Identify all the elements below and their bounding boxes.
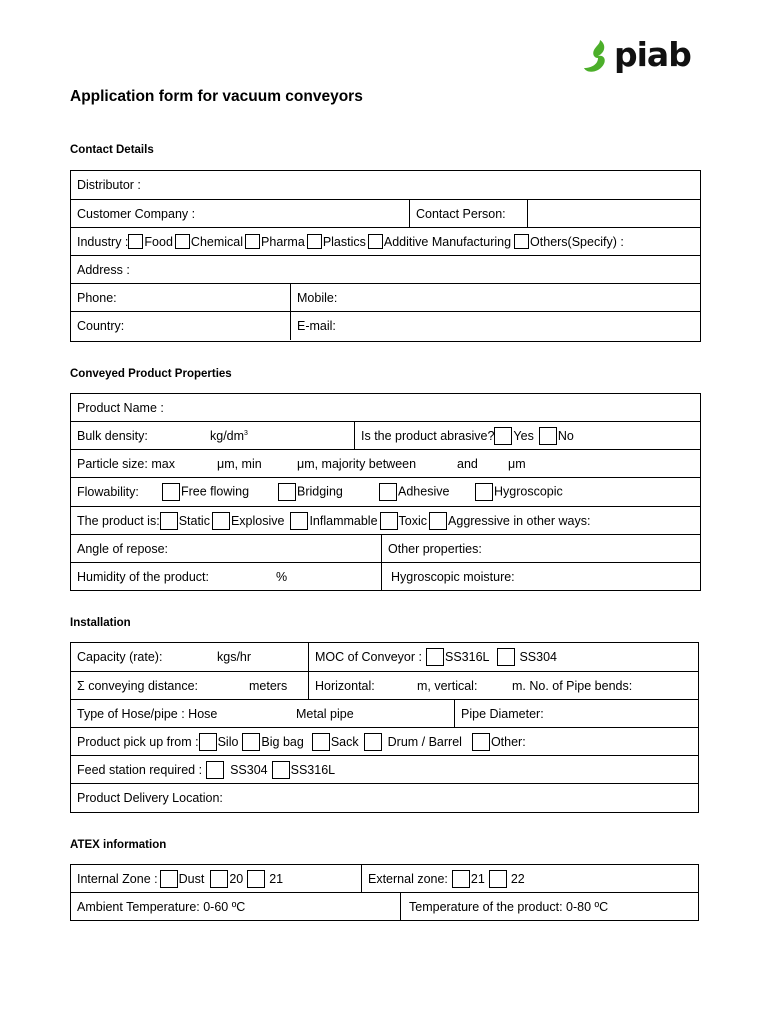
particle-label: Particle size: max <box>77 456 175 471</box>
internal-zone-row <box>71 865 361 892</box>
pharma-checkbox[interactable] <box>245 234 260 249</box>
feed-ss304-checkbox[interactable] <box>206 761 224 779</box>
product-is-label: The product is: <box>77 513 160 528</box>
feed-ss304-label: SS304 <box>230 762 268 777</box>
capacity-label: Capacity (rate): <box>77 650 163 664</box>
plastics-checkbox[interactable] <box>307 234 322 249</box>
static-label: Static <box>178 513 210 528</box>
angle-of-repose-field[interactable]: Angle of repose: <box>77 541 169 556</box>
bridging-label: Bridging <box>297 484 343 499</box>
product-heading: Conveyed Product Properties <box>70 368 232 380</box>
zone-22-checkbox[interactable] <box>489 870 507 888</box>
static-checkbox[interactable] <box>160 512 178 530</box>
delivery-location-field[interactable]: Product Delivery Location: <box>77 791 223 805</box>
silo-label: Silo <box>217 734 239 749</box>
country-field[interactable]: Country: <box>77 319 125 333</box>
horizontal-field[interactable] <box>308 672 698 699</box>
conveying-distance-field[interactable] <box>71 672 308 699</box>
sack-label: Sack <box>330 734 359 749</box>
food-checkbox[interactable] <box>128 234 143 249</box>
free-flowing-label: Free flowing <box>181 484 250 499</box>
inflammable-label: Inflammable <box>309 513 378 528</box>
bridging-checkbox[interactable] <box>278 483 296 501</box>
zone-21-external-label: 21 <box>470 871 485 886</box>
inflammable-checkbox[interactable] <box>290 512 308 530</box>
humidity-label: Humidity of the product: <box>77 570 210 584</box>
product-temperature-field: Temperature of the product: 0-80 ºC <box>400 893 698 921</box>
feed-label: Feed station required : <box>77 762 203 777</box>
abrasive-no-checkbox[interactable] <box>539 427 557 445</box>
installation-table <box>70 642 699 813</box>
bulk-density-label: Bulk density: <box>77 428 148 443</box>
toxic-checkbox[interactable] <box>380 512 398 530</box>
free-flowing-checkbox[interactable] <box>162 483 180 501</box>
moc-label: MOC of Conveyor : <box>315 650 422 664</box>
logo-wordmark: piab <box>614 35 691 74</box>
customer-company-field[interactable]: Customer Company : <box>77 206 196 221</box>
flowability-label: Flowability: <box>77 485 139 499</box>
zone-21-internal-label: 21 <box>269 871 284 886</box>
product-table <box>70 393 701 591</box>
explosive-label: Explosive <box>230 513 285 528</box>
ambient-temperature-field: Ambient Temperature: 0-60 ºC <box>77 900 246 914</box>
moc-ss304-checkbox[interactable] <box>497 648 515 666</box>
distance-label: Σ conveying distance: <box>77 678 198 693</box>
hygroscopic-checkbox[interactable] <box>475 483 493 501</box>
sack-checkbox[interactable] <box>312 733 330 751</box>
adhesive-checkbox[interactable] <box>379 483 397 501</box>
and-label: and <box>457 456 478 471</box>
adhesive-label: Adhesive <box>398 484 450 499</box>
product-is-row <box>71 507 700 534</box>
chemical-checkbox[interactable] <box>175 234 190 249</box>
contact-person-label: Contact Person: <box>409 200 527 227</box>
moc-ss316l-label: SS316L <box>444 650 490 664</box>
contact-table <box>70 170 701 342</box>
atex-heading: ATEX information <box>70 839 167 851</box>
food-label: Food <box>144 234 173 249</box>
abrasive-label: Is the product abrasive? <box>361 428 495 443</box>
phone-field[interactable]: Phone: <box>77 290 117 305</box>
explosive-checkbox[interactable] <box>212 512 230 530</box>
external-zone-label: External zone: <box>368 871 448 886</box>
others-checkbox[interactable] <box>514 234 529 249</box>
internal-zone-label: Internal Zone : <box>77 871 158 886</box>
horizontal-label: Horizontal: <box>315 678 375 693</box>
flowability-row <box>71 478 700 506</box>
zone-20-checkbox[interactable] <box>210 870 228 888</box>
zone-20-label: 20 <box>229 871 244 886</box>
pharma-label: Pharma <box>261 234 305 249</box>
feed-ss316l-checkbox[interactable] <box>272 761 290 779</box>
kgs-label: kgs/hr <box>217 650 252 664</box>
distributor-field[interactable]: Distributor : <box>77 178 141 192</box>
feed-station-row <box>71 756 698 783</box>
other-pickup-checkbox[interactable] <box>472 733 490 751</box>
product-name-field[interactable]: Product Name : <box>77 400 164 415</box>
zone-21-internal-checkbox[interactable] <box>247 870 265 888</box>
feed-ss316l-label: SS316L <box>290 762 336 777</box>
bulk-unit-sup: 3 <box>244 429 248 437</box>
email-field[interactable]: E-mail: <box>290 312 700 340</box>
drum-label: Drum / Barrel <box>387 734 462 749</box>
moc-row <box>308 643 698 671</box>
dust-label: Dust <box>178 871 205 886</box>
meters-label: meters <box>249 678 288 693</box>
bulk-unit: kg/dm <box>210 428 245 443</box>
abrasive-yes-checkbox[interactable] <box>494 427 512 445</box>
percent-label: % <box>276 570 288 584</box>
um-majority-label: μm, majority between <box>297 456 417 471</box>
plastics-label: Plastics <box>322 234 366 249</box>
industry-row <box>71 228 700 255</box>
hygroscopic-moisture-field[interactable]: Hygroscopic moisture: <box>381 563 700 591</box>
big-bag-label: Big bag <box>261 734 304 749</box>
capacity-field[interactable] <box>71 643 308 671</box>
page-title: Application form for vacuum conveyors <box>70 88 363 105</box>
dust-checkbox[interactable] <box>160 870 178 888</box>
metal-pipe-label: Metal pipe <box>296 706 354 721</box>
address-field[interactable]: Address : <box>77 262 130 277</box>
no-label: No <box>557 428 574 443</box>
hose-type-field[interactable] <box>71 700 454 727</box>
pickup-label: Product pick up from : <box>77 734 199 749</box>
vertical-label: m, vertical: <box>417 678 478 693</box>
mobile-field[interactable]: Mobile: <box>290 284 700 311</box>
yes-label: Yes <box>513 428 534 443</box>
others-label: Others(Specify) : <box>530 234 624 249</box>
um-label: μm <box>508 456 526 471</box>
aggressive-label: Aggressive in other ways: <box>448 513 591 528</box>
industry-label: Industry : <box>77 234 129 249</box>
abrasive-row <box>354 422 700 449</box>
toxic-label: Toxic <box>398 513 428 528</box>
other-pickup-label: Other: <box>490 734 526 749</box>
hose-label: Type of Hose/pipe : Hose <box>77 706 218 721</box>
um-min-label: μm, min <box>217 456 262 471</box>
installation-heading: Installation <box>70 617 131 629</box>
pipe-bends-label: m. No. of Pipe bends: <box>512 678 633 693</box>
aggressive-checkbox[interactable] <box>429 512 447 530</box>
particle-size-field[interactable] <box>71 450 700 477</box>
additive-label: Additive Manufacturing <box>383 234 512 249</box>
zone-22-label: 22 <box>510 871 525 886</box>
moc-ss316l-checkbox[interactable] <box>426 648 444 666</box>
drum-checkbox[interactable] <box>364 733 382 751</box>
additive-checkbox[interactable] <box>368 234 383 249</box>
other-properties-field[interactable]: Other properties: <box>381 535 700 562</box>
pickup-row <box>71 728 698 755</box>
bulk-density-field[interactable] <box>71 422 354 449</box>
atex-table <box>70 864 699 921</box>
zone-21-external-checkbox[interactable] <box>452 870 470 888</box>
humidity-field[interactable] <box>71 563 381 591</box>
pipe-diameter-field[interactable]: Pipe Diameter: <box>454 700 698 727</box>
silo-checkbox[interactable] <box>199 733 217 751</box>
moc-ss304-label: SS304 <box>519 650 557 664</box>
big-bag-checkbox[interactable] <box>242 733 260 751</box>
hygroscopic-label: Hygroscopic <box>494 484 563 499</box>
contact-heading: Contact Details <box>70 144 154 156</box>
contact-person-input[interactable] <box>527 200 700 227</box>
external-zone-row <box>361 865 698 892</box>
chemical-label: Chemical <box>190 234 244 249</box>
